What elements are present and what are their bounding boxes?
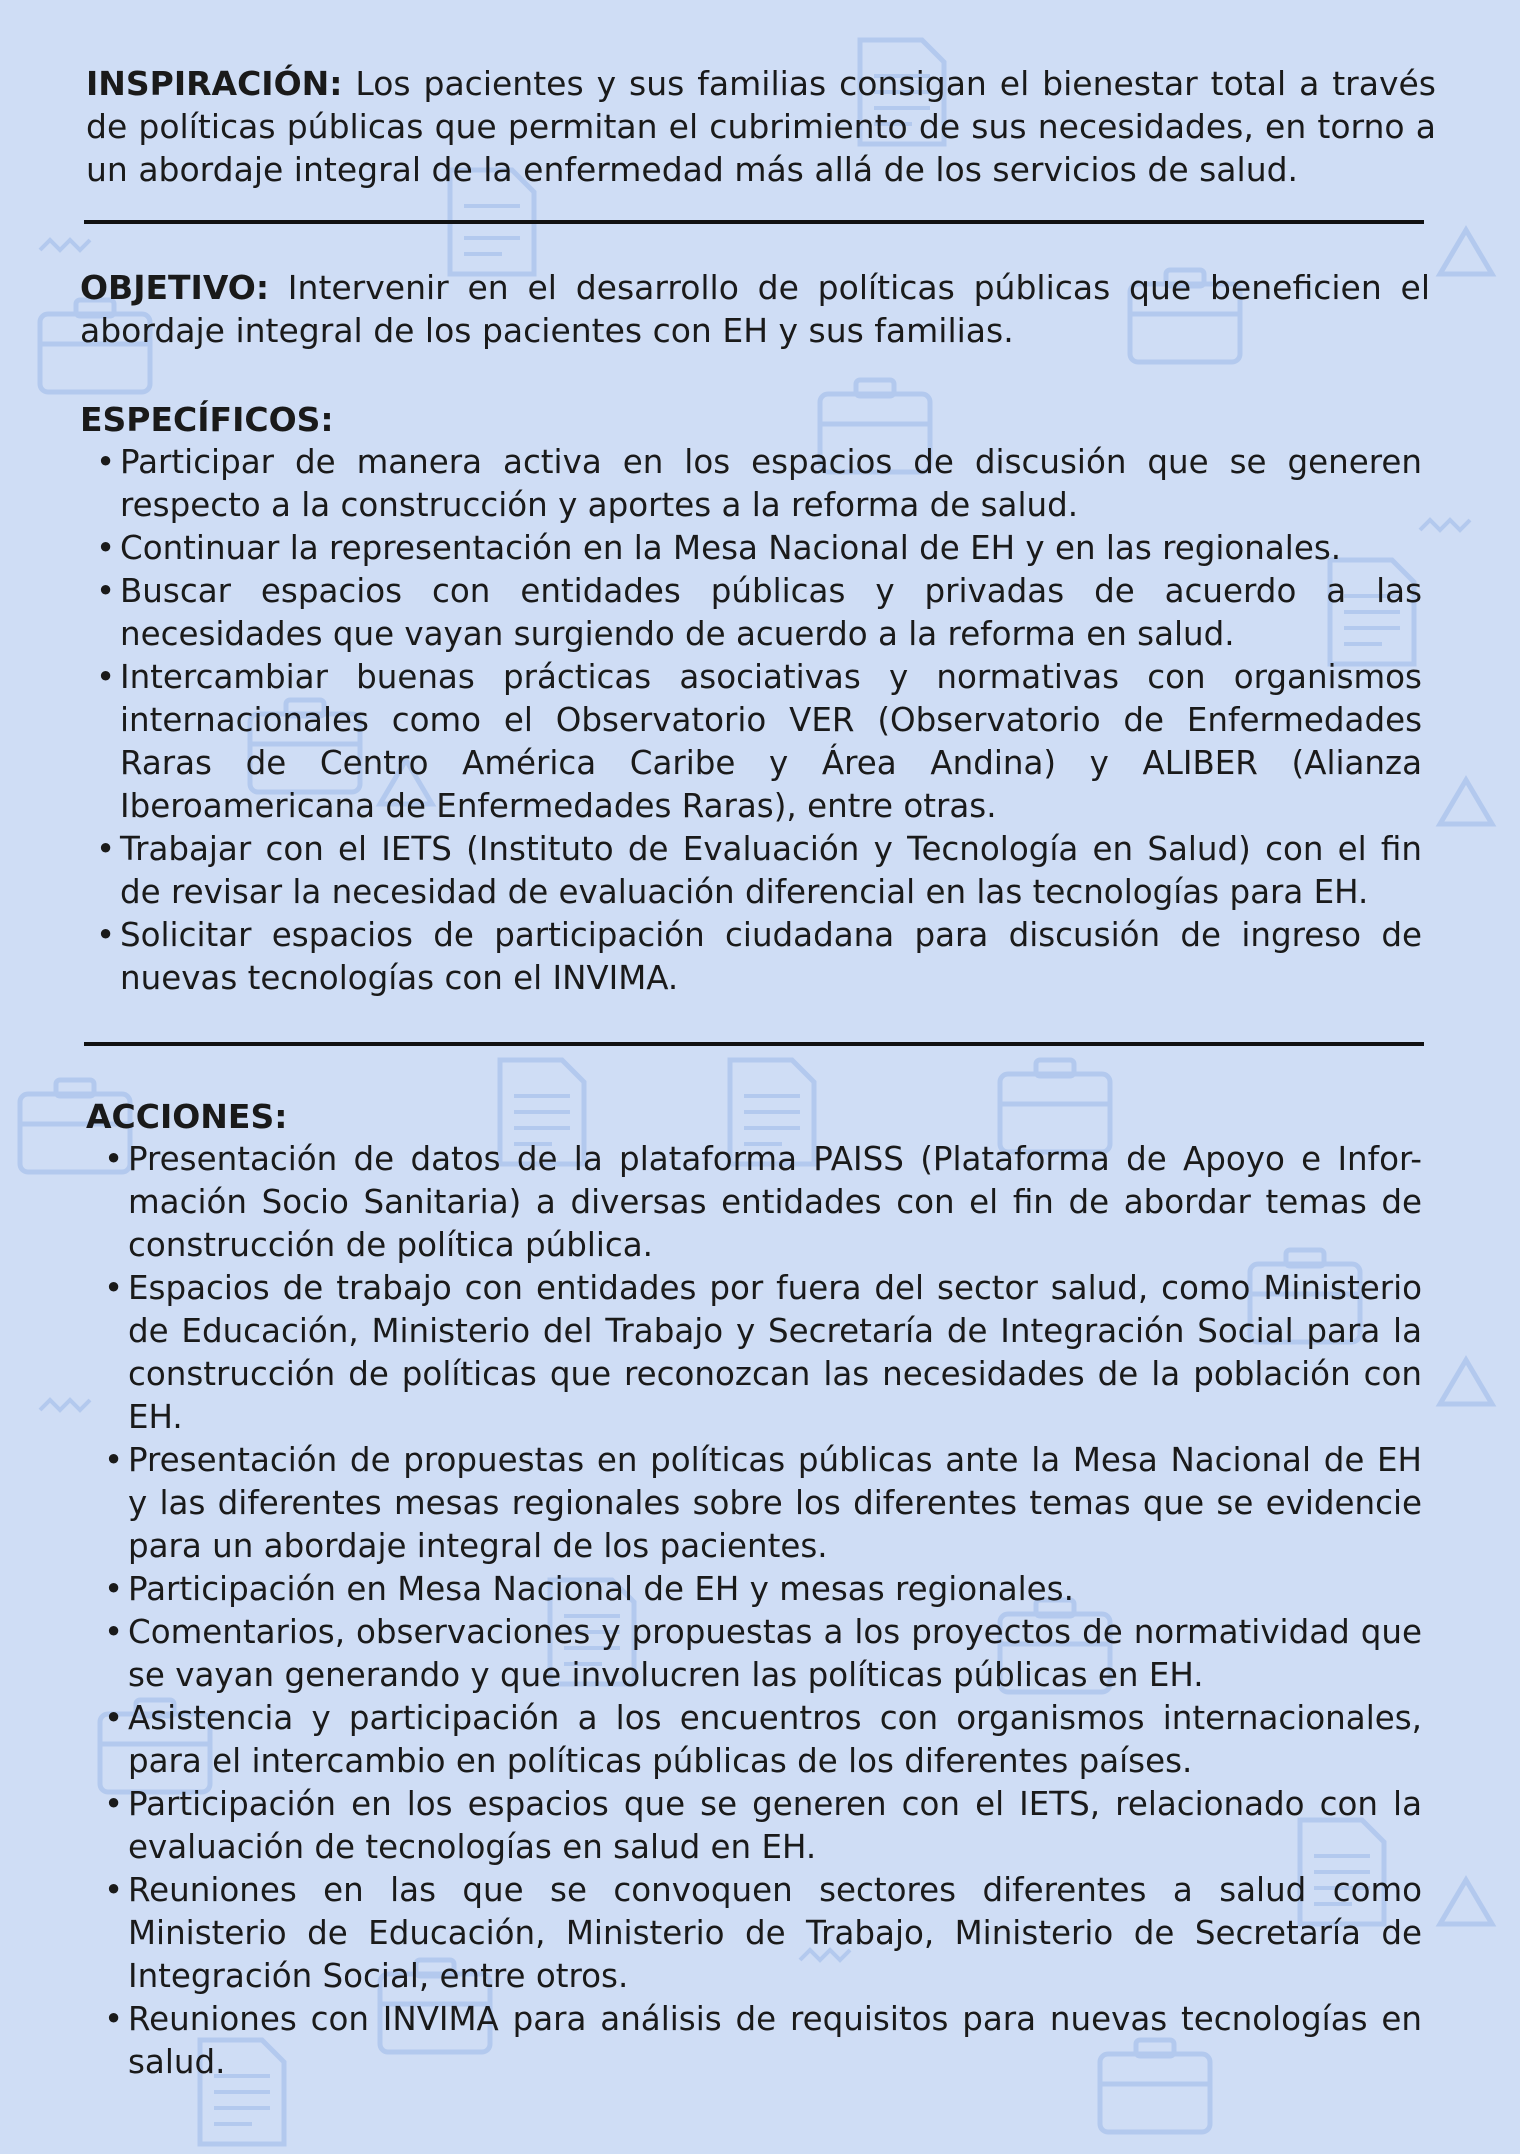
especificos-list [96,441,1422,1000]
list-item: • Participar de manera activa en los espacios de discusión que se generen respecto a la construcción y aportes a la reforma de salud. [96,443,1422,524]
list-item: • Trabajar con el IETS (Instituto de Evaluación y Tecnología en Salud) con el fin de revisar la necesidad de evaluación diferencial en las tecnologías para EH. [96,830,1422,911]
list-item: • Presentación de datos de la plataforma PAISS (Plataforma de Apoyo e Infor-mación Socio Sanitaria) a diversas entidades con el fin de abordar temas de construcción de política pública. [104,1140,1422,1264]
divider-top [84,220,1424,224]
bullet-icon: • [96,529,116,567]
acciones-heading: ACCIONES: [86,1097,288,1136]
acciones-list [104,1138,1422,2084]
list-item: • Participación en Mesa Nacional de EH y mesas regionales. [104,1568,1422,1611]
list-item: • Buscar espacios con entidades públicas y privadas de acuerdo a las necesidades que vayan surgiendo de acuerdo a la reforma en salud. [96,572,1422,653]
bullet-icon: • [104,1441,124,1479]
bullet-icon: • [104,1613,124,1651]
objetivo-paragraph [80,266,1430,352]
list-item: • Comentarios, observaciones y propuestas a los proyectos de normatividad que se vayan generando y que involucren las políticas públicas en EH. [104,1613,1422,1694]
list-item: • Presentación de propuestas en políticas públicas ante la Mesa Nacional de EH y las diferentes mesas regionales sobre los diferentes temas que se evidencie para un abordaje integral de los pacientes. [104,1441,1422,1565]
bullet-icon: • [96,443,116,481]
list-item: • Asistencia y participación a los encuentros con organismos internacionales, para el intercambio en políticas públicas de los diferentes países. [104,1699,1422,1780]
especificos-heading: ESPECÍFICOS: [80,400,334,439]
divider-middle [84,1042,1424,1046]
bullet-icon: • [104,1785,124,1823]
list-item: • Solicitar espacios de participación ciudadana para discusión de ingreso de nuevas tecnologías con el INVIMA. [96,916,1422,997]
bullet-icon: • [96,658,116,696]
bullet-icon: • [104,1871,124,1909]
bullet-icon: • [104,1269,124,1307]
objetivo-label: OBJETIVO: [80,268,270,307]
list-item: • Continuar la representación en la Mesa Nacional de EH y en las regionales. [96,527,1422,570]
objetivo-text: Intervenir en el desarrollo de políticas públicas que beneficien el abordaje integral de los pacientes con EH y sus familias. [80,268,1430,350]
inspiracion-paragraph [86,62,1436,191]
bullet-icon: • [104,2000,124,2038]
bullet-icon: • [104,1699,124,1737]
inspiracion-label: INSPIRACIÓN: [86,64,343,103]
bullet-icon: • [104,1140,124,1178]
list-item: • Intercambiar buenas prácticas asociativas y normativas con organismos internacionales como el Observatorio VER (Observatorio de Enfermedades Raras de Centro América Caribe y Área Andina) y ALIBER (Alianza Iberoamericana de Enfermedades Raras), entre otras. [96,658,1422,825]
bullet-icon: • [96,830,116,868]
inspiracion-text: Los pacientes y sus familias consigan el bienestar total a través de políticas públicas que permitan el cubrimiento de sus necesidades, en torno a un abordaje integral de la enfermedad más allá de los servicios de salud. [86,64,1436,189]
list-item: • Reuniones con INVIMA para análisis de requisitos para nuevas tecnologías en salud. [104,2000,1422,2081]
bullet-icon: • [96,916,116,954]
list-item: • Espacios de trabajo con entidades por fuera del sector salud, como Ministerio de Educación, Ministerio del Trabajo y Secretaría de Integración Social para la construcción de políticas que reconozcan las necesidades de la población con EH. [104,1269,1422,1436]
list-item: • Participación en los espacios que se generen con el IETS, relacionado con la evaluación de tecnologías en salud en EH. [104,1785,1422,1866]
list-item: • Reuniones en las que se convoquen sectores diferentes a salud como Ministerio de Educación, Ministerio de Trabajo, Ministerio de Secretaría de Integración Social, entre otros. [104,1871,1422,1995]
bullet-icon: • [96,572,116,610]
bullet-icon: • [104,1570,124,1608]
